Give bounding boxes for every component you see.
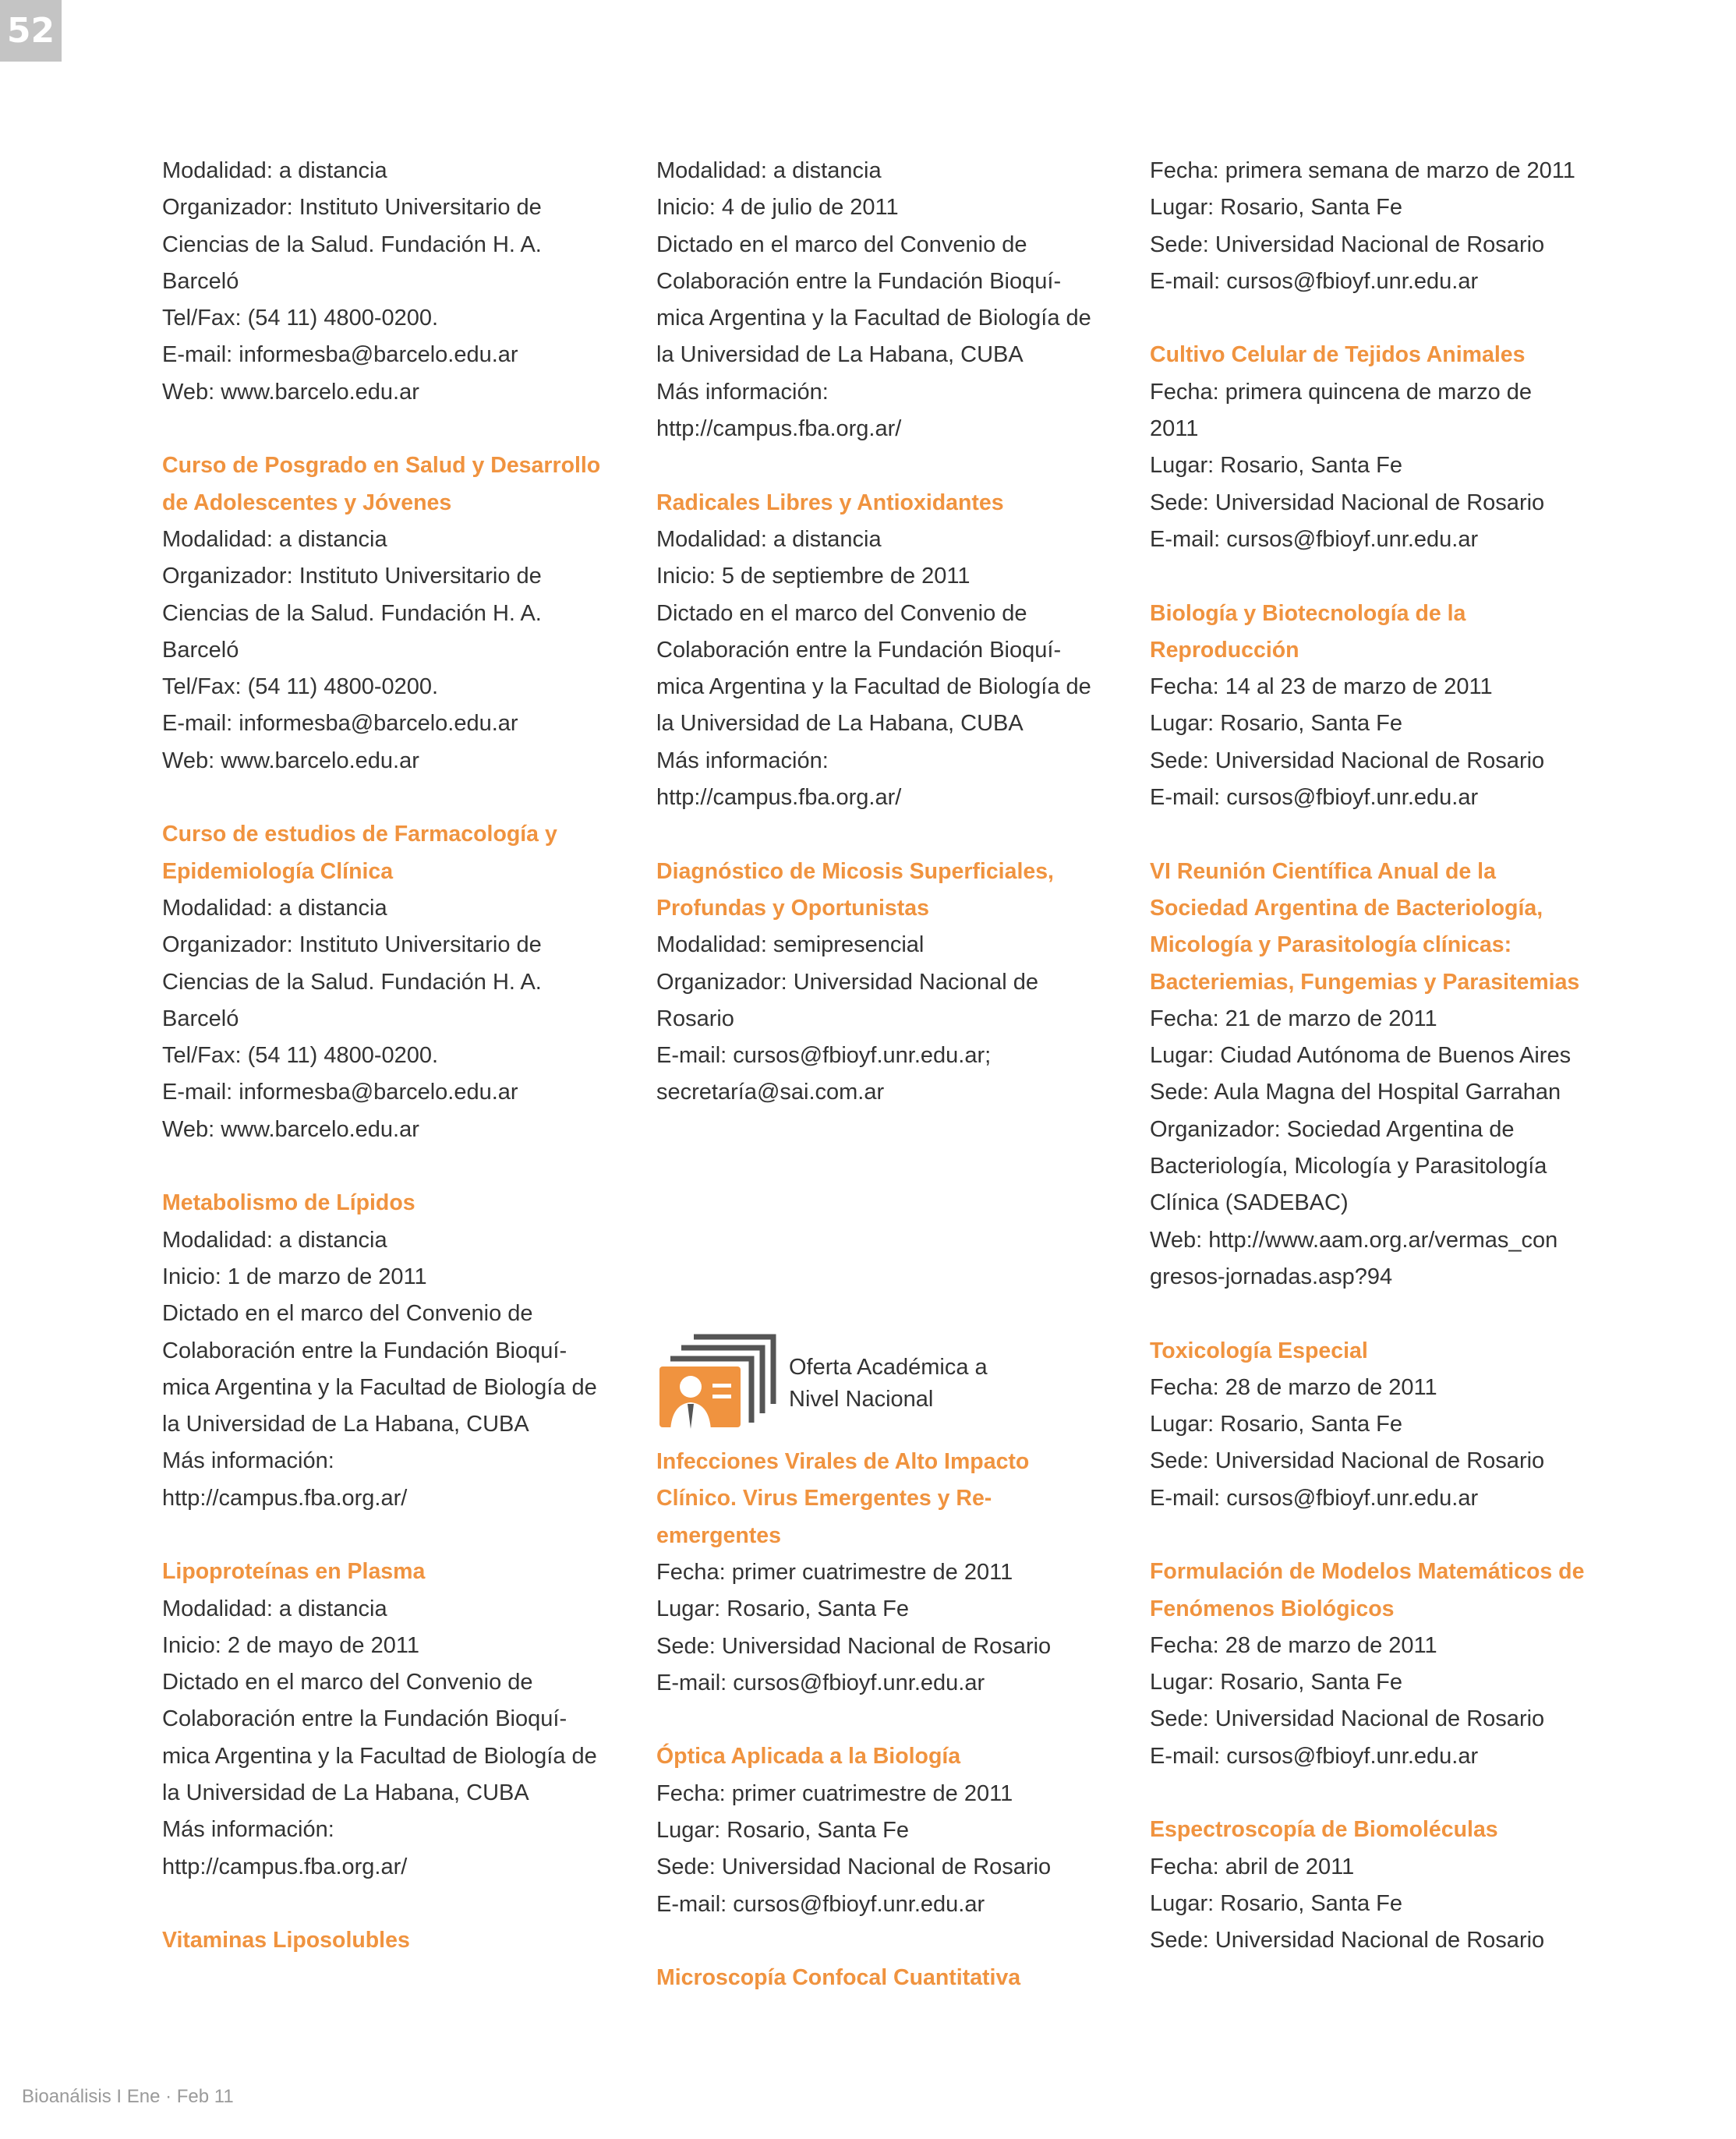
course-entry <box>656 854 1132 1112</box>
course-title: VI Reunión Científica Anual de la <box>1150 858 1496 884</box>
course-detail-line: E-mail: cursos@fbioyf.unr.edu.ar <box>1150 1743 1479 1769</box>
course-detail-line: Más información: <box>162 1817 334 1843</box>
course-detail-line: Más información: <box>162 1448 334 1474</box>
course-detail-line: Tel/Fax: (54 11) 4800-0200. <box>162 1043 439 1069</box>
course-title: Epidemiología Clínica <box>162 858 394 884</box>
course-entry <box>1150 854 1625 1296</box>
course-detail-line: Modalidad: a distancia <box>162 526 387 552</box>
footer: Bioanálisis I Ene · Feb 11 <box>22 2086 234 2107</box>
course-detail-line: E-mail: cursos@fbioyf.unr.edu.ar; <box>656 1043 992 1069</box>
course-entry <box>1150 1333 1625 1517</box>
course-entry <box>656 153 1132 447</box>
course-detail-line: Modalidad: a distancia <box>162 158 387 183</box>
course-detail-line: mica Argentina y la Facultad de Biología de <box>162 1743 597 1769</box>
course-detail-line: Fecha: 21 de marzo de 2011 <box>1150 1006 1437 1031</box>
course-entry <box>1150 1812 1625 1959</box>
course-detail-line: Sede: Universidad Nacional de Rosario <box>1150 1448 1545 1474</box>
course-detail-line: Colaboración entre la Fundación Bioquí- <box>656 637 1062 663</box>
course-detail-line: E-mail: cursos@fbioyf.unr.edu.ar <box>1150 785 1479 811</box>
course-title: Curso de Posgrado en Salud y Desarrollo <box>162 453 601 479</box>
course-detail-line: Sede: Aula Magna del Hospital Garrahan <box>1150 1080 1561 1105</box>
course-entry <box>656 1444 1132 1702</box>
course-detail-line: Lugar: Rosario, Santa Fe <box>1150 1890 1403 1916</box>
course-detail-line: la Universidad de La Habana, CUBA <box>656 711 1024 737</box>
course-detail-line: Lugar: Ciudad Autónoma de Buenos Aires <box>1150 1043 1572 1069</box>
course-detail-line: E-mail: informesba@barcelo.edu.ar <box>162 1080 518 1105</box>
course-detail-line: E-mail: cursos@fbioyf.unr.edu.ar <box>1150 526 1479 552</box>
course-detail-line: Clínica (SADEBAC) <box>1150 1190 1349 1216</box>
course-detail-line: Inicio: 2 de mayo de 2011 <box>162 1632 419 1658</box>
course-detail-line: Fecha: 28 de marzo de 2011 <box>1150 1374 1437 1400</box>
column-2 <box>656 153 1132 2034</box>
course-detail-line: Fecha: primera semana de marzo de 2011 <box>1150 158 1575 183</box>
course-detail-line: Modalidad: a distancia <box>656 526 882 552</box>
course-title: Infecciones Virales de Alto Impacto <box>656 1449 1030 1475</box>
course-detail-line: gresos-jornadas.asp?94 <box>1150 1264 1393 1289</box>
course-entry <box>1150 337 1625 558</box>
course-title: Reproducción <box>1150 637 1299 663</box>
course-detail-line: E-mail: cursos@fbioyf.unr.edu.ar <box>656 1670 985 1695</box>
course-entry <box>656 1738 1132 1922</box>
column-2-top-entries <box>656 153 1132 1112</box>
course-title: Espectroscopía de Biomoléculas <box>1150 1817 1498 1843</box>
course-detail-line: Organizador: Instituto Universitario de <box>162 932 542 958</box>
course-entry <box>162 153 638 411</box>
column-3 <box>1150 153 1625 1996</box>
column-2-bottom-entries <box>656 1444 1132 1996</box>
course-detail-line: mica Argentina y la Facultad de Biología de <box>656 306 1091 331</box>
course-detail-line: Ciencias de la Salud. Fundación H. A. <box>162 600 542 626</box>
course-detail-line: http://campus.fba.org.ar/ <box>656 785 902 811</box>
course-detail-line: mica Argentina y la Facultad de Biología de <box>656 674 1091 700</box>
course-detail-line: Sede: Universidad Nacional de Rosario <box>656 1854 1052 1880</box>
course-detail-line: Tel/Fax: (54 11) 4800-0200. <box>162 306 439 331</box>
section-header-label <box>789 1352 988 1416</box>
course-detail-line: Sede: Universidad Nacional de Rosario <box>1150 490 1545 515</box>
course-detail-line: Más información: <box>656 379 829 405</box>
course-detail-line: Barceló <box>162 1006 239 1031</box>
section-header-line-2: Nivel Nacional <box>789 1387 934 1412</box>
spacer <box>656 1148 1132 1332</box>
course-detail-line: E-mail: cursos@fbioyf.unr.edu.ar <box>1150 268 1479 294</box>
course-detail-line: Fecha: primera quincena de marzo de <box>1150 379 1533 405</box>
course-detail-line: Web: www.barcelo.edu.ar <box>162 379 419 405</box>
course-detail-line: Ciencias de la Salud. Fundación H. A. <box>162 969 542 995</box>
course-detail-line: E-mail: informesba@barcelo.edu.ar <box>162 342 518 368</box>
course-entry <box>1150 596 1625 817</box>
course-detail-line: Fecha: primer cuatrimestre de 2011 <box>656 1559 1013 1585</box>
course-detail-line: Fecha: primer cuatrimestre de 2011 <box>656 1780 1013 1806</box>
course-entry <box>162 1922 638 1959</box>
course-detail-line: Web: www.barcelo.edu.ar <box>162 1116 419 1142</box>
course-detail-line: Fecha: 28 de marzo de 2011 <box>1150 1632 1437 1658</box>
course-title: Sociedad Argentina de Bacteriología, <box>1150 895 1543 921</box>
course-detail-line: Barceló <box>162 268 239 294</box>
course-detail-line: Modalidad: semipresencial <box>656 932 925 958</box>
course-detail-line: Organizador: Sociedad Argentina de <box>1150 1116 1515 1142</box>
course-detail-line: Inicio: 5 de septiembre de 2011 <box>656 564 971 589</box>
course-detail-line: Inicio: 1 de marzo de 2011 <box>162 1264 427 1289</box>
course-detail-line: Fecha: 14 al 23 de marzo de 2011 <box>1150 674 1493 700</box>
course-detail-line: Organizador: Instituto Universitario de <box>162 195 542 221</box>
presenter-slides-icon <box>656 1332 781 1434</box>
course-detail-line: Dictado en el marco del Convenio de <box>162 1301 533 1327</box>
course-detail-line: Dictado en el marco del Convenio de <box>162 1670 533 1695</box>
course-title: Toxicología Especial <box>1150 1338 1368 1363</box>
course-detail-line: la Universidad de La Habana, CUBA <box>162 1780 529 1806</box>
course-detail-line: Sede: Universidad Nacional de Rosario <box>1150 1706 1545 1732</box>
course-detail-line: mica Argentina y la Facultad de Biología de <box>162 1374 597 1400</box>
course-detail-line: Colaboración entre la Fundación Bioquí- <box>162 1706 567 1732</box>
course-title: Microscopía Confocal Cuantitativa <box>656 1965 1021 1991</box>
section-header <box>656 1332 1132 1444</box>
course-detail-line: Sede: Universidad Nacional de Rosario <box>1150 1928 1545 1953</box>
course-entry <box>162 816 638 1148</box>
course-title: Formulación de Modelos Matemáticos de <box>1150 1559 1585 1585</box>
course-detail-line: la Universidad de La Habana, CUBA <box>162 1412 529 1437</box>
course-title: Curso de estudios de Farmacología y <box>162 822 557 847</box>
course-detail-line: secretaría@sai.com.ar <box>656 1080 885 1105</box>
course-detail-line: Sede: Universidad Nacional de Rosario <box>1150 232 1545 257</box>
course-title: Metabolismo de Lípidos <box>162 1190 415 1216</box>
course-title: Diagnóstico de Micosis Superficiales, <box>656 858 1054 884</box>
course-detail-line: Web: http://www.aam.org.ar/vermas_con <box>1150 1227 1558 1253</box>
course-title: Fenómenos Biológicos <box>1150 1596 1395 1621</box>
course-detail-line: Lugar: Rosario, Santa Fe <box>1150 453 1403 479</box>
page-number: 52 <box>0 0 62 62</box>
course-title: emergentes <box>656 1522 781 1548</box>
course-entry <box>656 1960 1132 1996</box>
course-title: Clínico. Virus Emergentes y Re- <box>656 1486 992 1511</box>
course-title: Vitaminas Liposolubles <box>162 1928 410 1953</box>
course-entry <box>1150 153 1625 300</box>
course-entry <box>162 447 638 780</box>
course-detail-line: Tel/Fax: (54 11) 4800-0200. <box>162 674 439 700</box>
course-detail-line: http://campus.fba.org.ar/ <box>162 1854 408 1879</box>
course-detail-line: Organizador: Instituto Universitario de <box>162 564 542 589</box>
course-detail-line: Modalidad: a distancia <box>162 1596 387 1621</box>
course-title: Óptica Aplicada a la Biología <box>656 1744 961 1770</box>
course-entry <box>1150 1554 1625 1775</box>
course-detail-line: Más información: <box>656 748 829 773</box>
course-detail-line: Organizador: Universidad Nacional de <box>656 969 1039 995</box>
course-detail-line: Lugar: Rosario, Santa Fe <box>1150 1670 1403 1695</box>
course-detail-line: Colaboración entre la Fundación Bioquí- <box>656 268 1062 294</box>
course-detail-line: E-mail: cursos@fbioyf.unr.edu.ar <box>1150 1485 1479 1511</box>
course-detail-line: la Universidad de La Habana, CUBA <box>656 342 1024 368</box>
course-title: Lipoproteínas en Plasma <box>162 1559 426 1585</box>
course-entry <box>162 1185 638 1517</box>
course-title: Micología y Parasitología clínicas: <box>1150 932 1512 958</box>
course-detail-line: Rosario <box>656 1006 734 1031</box>
course-entry <box>656 485 1132 817</box>
course-detail-line: Dictado en el marco del Convenio de <box>656 600 1027 626</box>
course-title: Radicales Libres y Antioxidantes <box>656 490 1004 515</box>
course-detail-line: E-mail: cursos@fbioyf.unr.edu.ar <box>656 1891 985 1917</box>
course-detail-line: Lugar: Rosario, Santa Fe <box>656 1596 910 1622</box>
course-detail-line: Bacteriología, Micología y Parasitología <box>1150 1154 1547 1179</box>
section-header-line-1: Oferta Académica a <box>789 1355 988 1381</box>
course-detail-line: Sede: Universidad Nacional de Rosario <box>656 1633 1052 1659</box>
course-detail-line: Web: www.barcelo.edu.ar <box>162 748 419 773</box>
course-detail-line: Ciencias de la Salud. Fundación H. A. <box>162 232 542 257</box>
course-title: Biología y Biotecnología de la <box>1150 600 1466 626</box>
course-detail-line: Modalidad: a distancia <box>656 158 882 183</box>
course-detail-line: Lugar: Rosario, Santa Fe <box>1150 711 1403 737</box>
course-detail-line: E-mail: informesba@barcelo.edu.ar <box>162 711 518 737</box>
course-detail-line: Dictado en el marco del Convenio de <box>656 232 1027 257</box>
course-title: Profundas y Oportunistas <box>656 895 929 921</box>
course-detail-line: Lugar: Rosario, Santa Fe <box>1150 195 1403 221</box>
course-detail-line: Fecha: abril de 2011 <box>1150 1854 1355 1879</box>
course-detail-line: Lugar: Rosario, Santa Fe <box>1150 1412 1403 1437</box>
course-title: de Adolescentes y Jóvenes <box>162 490 452 515</box>
course-detail-line: Sede: Universidad Nacional de Rosario <box>1150 748 1545 773</box>
course-detail-line: Modalidad: a distancia <box>162 1227 387 1253</box>
course-detail-line: Inicio: 4 de julio de 2011 <box>656 195 899 221</box>
course-detail-line: Lugar: Rosario, Santa Fe <box>656 1817 910 1843</box>
course-detail-line: Modalidad: a distancia <box>162 895 387 921</box>
course-detail-line: http://campus.fba.org.ar/ <box>656 416 902 442</box>
course-detail-line: http://campus.fba.org.ar/ <box>162 1485 408 1511</box>
course-detail-line: Colaboración entre la Fundación Bioquí- <box>162 1338 567 1363</box>
course-title: Bacteriemias, Fungemias y Parasitemias <box>1150 969 1580 995</box>
course-detail-line: 2011 <box>1150 416 1199 442</box>
course-title: Cultivo Celular de Tejidos Animales <box>1150 342 1526 368</box>
course-detail-line: Barceló <box>162 637 239 663</box>
course-entry <box>162 1554 638 1886</box>
column-1 <box>162 153 638 1996</box>
